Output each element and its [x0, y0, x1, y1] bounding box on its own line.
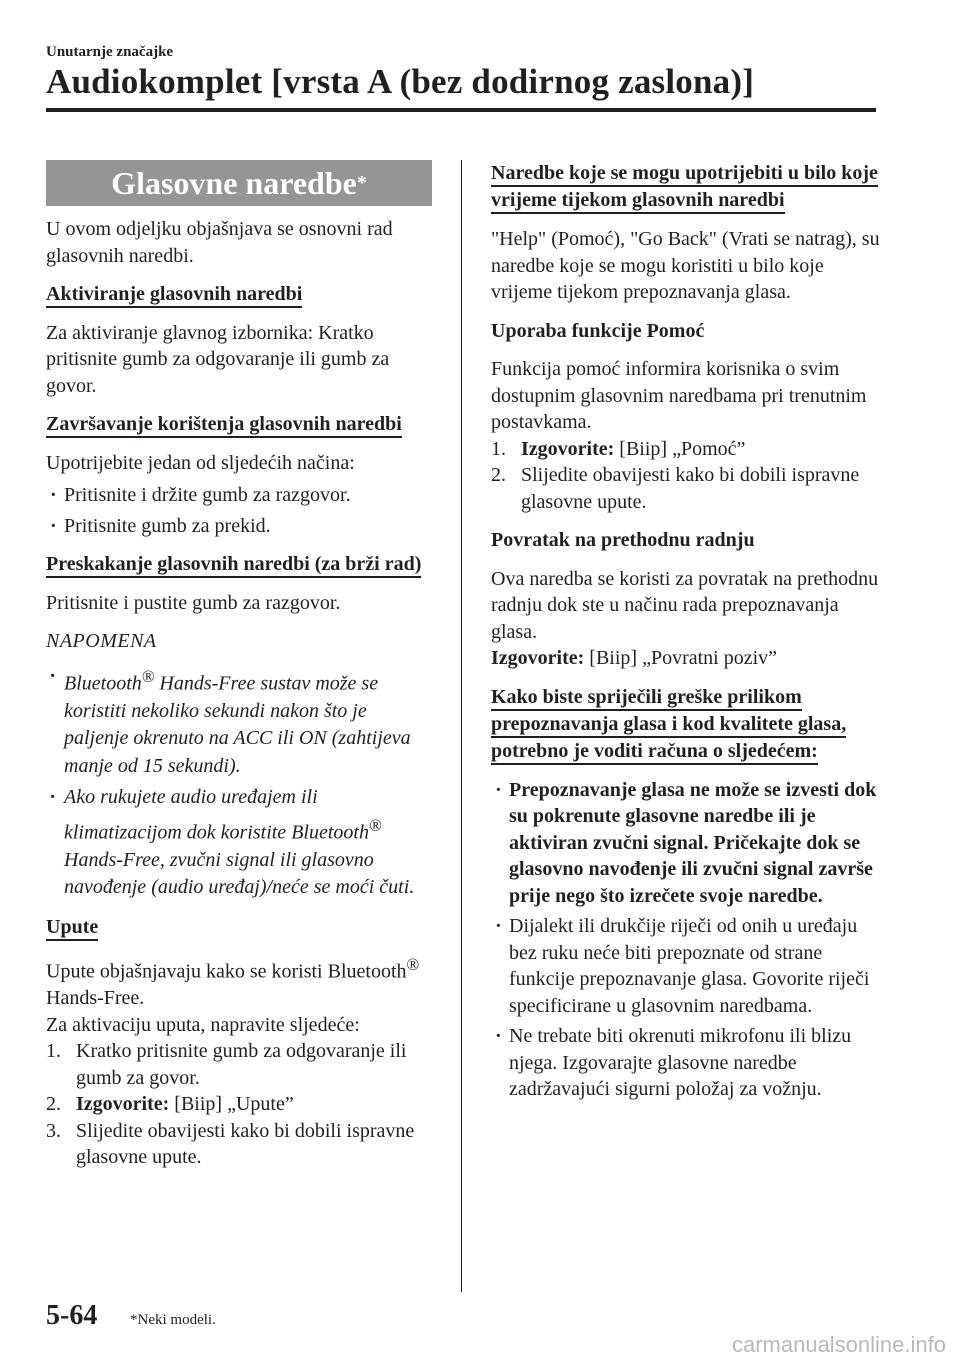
note-list — [46, 663, 436, 902]
step-item: 2. Izgovorite: [Biip] „Upute” — [46, 1093, 294, 1116]
tips-list — [491, 777, 881, 1103]
step-item: 1. Izgovorite: [Biip] „Pomoć” — [491, 437, 746, 460]
watermark: carmanualsonline.info — [731, 1332, 946, 1357]
step-item: 3. Slijedite obavijesti kako bi dobili ispravne glasovne upute. — [46, 1119, 415, 1169]
intro-text: U ovom odjeljku objašnjava se osnovni rad glasovnih naredbi. — [46, 218, 393, 267]
activate-text: Za aktiviranje glavnog izbornika: Kratko pritisnite gumb za odgovaranje ili gumb za govor. — [46, 321, 390, 397]
banner-title: Glasovne naredbe — [111, 164, 357, 201]
help-text: Funkcija pomoć informira korisnika o svim dostupnim glasovnim naredbama pri trenutnim postavkama. — [491, 358, 867, 433]
right-column — [491, 160, 881, 1115]
back-command: Izgovorite: [Biip] „Povratni poziv” — [491, 647, 778, 669]
section-kicker: Unutarnje značajke — [46, 44, 174, 60]
column-divider — [461, 160, 462, 1292]
step-item: 2. Slijedite obavijesti kako bi dobili ispravne glasovne upute. — [491, 464, 860, 513]
header-rule — [46, 108, 876, 112]
activate-heading: Aktiviranje glasovnih naredbi — [46, 281, 436, 308]
back-text: Ova naredba se koristi za povratak na prethodnu radnju dok ste u načinu rada prepoznavanja glasa. — [491, 567, 879, 643]
list-item: · Prepoznavanje glasa ne može se izvesti dok su pokrenute glasovne naredbe ili je aktiviran zvučni signal. Pričekajte dok se glasovno navođenje ili zvučni signal završe prije nego što izrečete svoje naredbe. — [491, 777, 881, 910]
list-item: · Dijalekt ili drukčije riječi od onih u uređaju bez ruku neće biti prepoznate od strane funkcije prepoznavanje glasa. Govorite riječi specificirane u glasovnim naredbama. — [491, 913, 881, 1019]
step-item: 1. Kratko pritisnite gumb za odgovaranje ili gumb za govor. — [46, 1040, 407, 1089]
list-item: · Bluetooth® Hands-Free sustav može se koristiti nekoliko sekundi nakon što je paljenje okrenuto na ACC ili ON (zahtijeva manje od 15 sekundi). — [46, 663, 436, 781]
guide-steps — [46, 1038, 436, 1171]
help-steps — [491, 436, 881, 516]
guide-text-2: Za aktivaciju uputa, napravite sljedeće: — [46, 1013, 360, 1036]
page-number: 5-64 — [46, 1300, 98, 1331]
anytime-heading: Naredbe koje se mogu upotrijebiti u bilo koje vrijeme tijekom glasovnih naredbi — [491, 160, 881, 214]
list-item: · Pritisnite gumb za prekid. — [46, 513, 436, 540]
skip-text: Pritisnite i pustite gumb za razgovor. — [46, 591, 341, 614]
page-title: Audiokomplet [vrsta A (bez dodirnog zaslona)] — [46, 62, 755, 101]
footnote: *Neki modeli. — [130, 1312, 216, 1328]
left-column — [46, 160, 436, 1183]
back-heading: Povratak na prethodnu radnju — [491, 529, 755, 551]
skip-heading: Preskakanje glasovnih naredbi (za brži rad) — [46, 551, 436, 578]
help-heading: Uporaba funkcije Pomoć — [491, 319, 705, 342]
tips-heading: Kako biste spriječili greške prilikom prepoznavanja glasa i kod kvalitete glasa, potrebno je voditi računa o sljedećem: — [491, 684, 881, 765]
guide-heading: Upute — [46, 914, 436, 941]
anytime-text: "Help" (Pomoć), "Go Back" (Vrati se natrag), su naredbe koje se mogu koristiti u bilo koje vrijeme tijekom prepoznavanja glasa. — [491, 228, 880, 303]
finish-heading: Završavanje korištenja glasovnih naredbi — [46, 411, 436, 438]
list-item: · Ne trebate biti okrenuti mikrofonu ili blizu njega. Izgovarajte glasovne naredbe zadržavajući sigurni položaj za vožnju. — [491, 1023, 881, 1103]
list-item: · Ako rukujete audio uređajem ili klimatizacijom dok koristite Bluetooth® Hands-Free, zvučni signal ili glasovno navođenje (audio uređaj)/neće se moći čuti. — [46, 784, 436, 902]
guide-text: Upute objašnjavaju kako se koristi Bluetooth® Hands-Free. — [46, 955, 420, 1010]
note-title: NAPOMENA — [46, 630, 157, 652]
finish-text: Upotrijebite jedan od sljedećih načina: — [46, 451, 355, 474]
finish-list — [46, 482, 436, 539]
section-banner: Glasovne naredbe * — [46, 160, 432, 206]
list-item: · Pritisnite i držite gumb za razgovor. — [46, 482, 436, 509]
